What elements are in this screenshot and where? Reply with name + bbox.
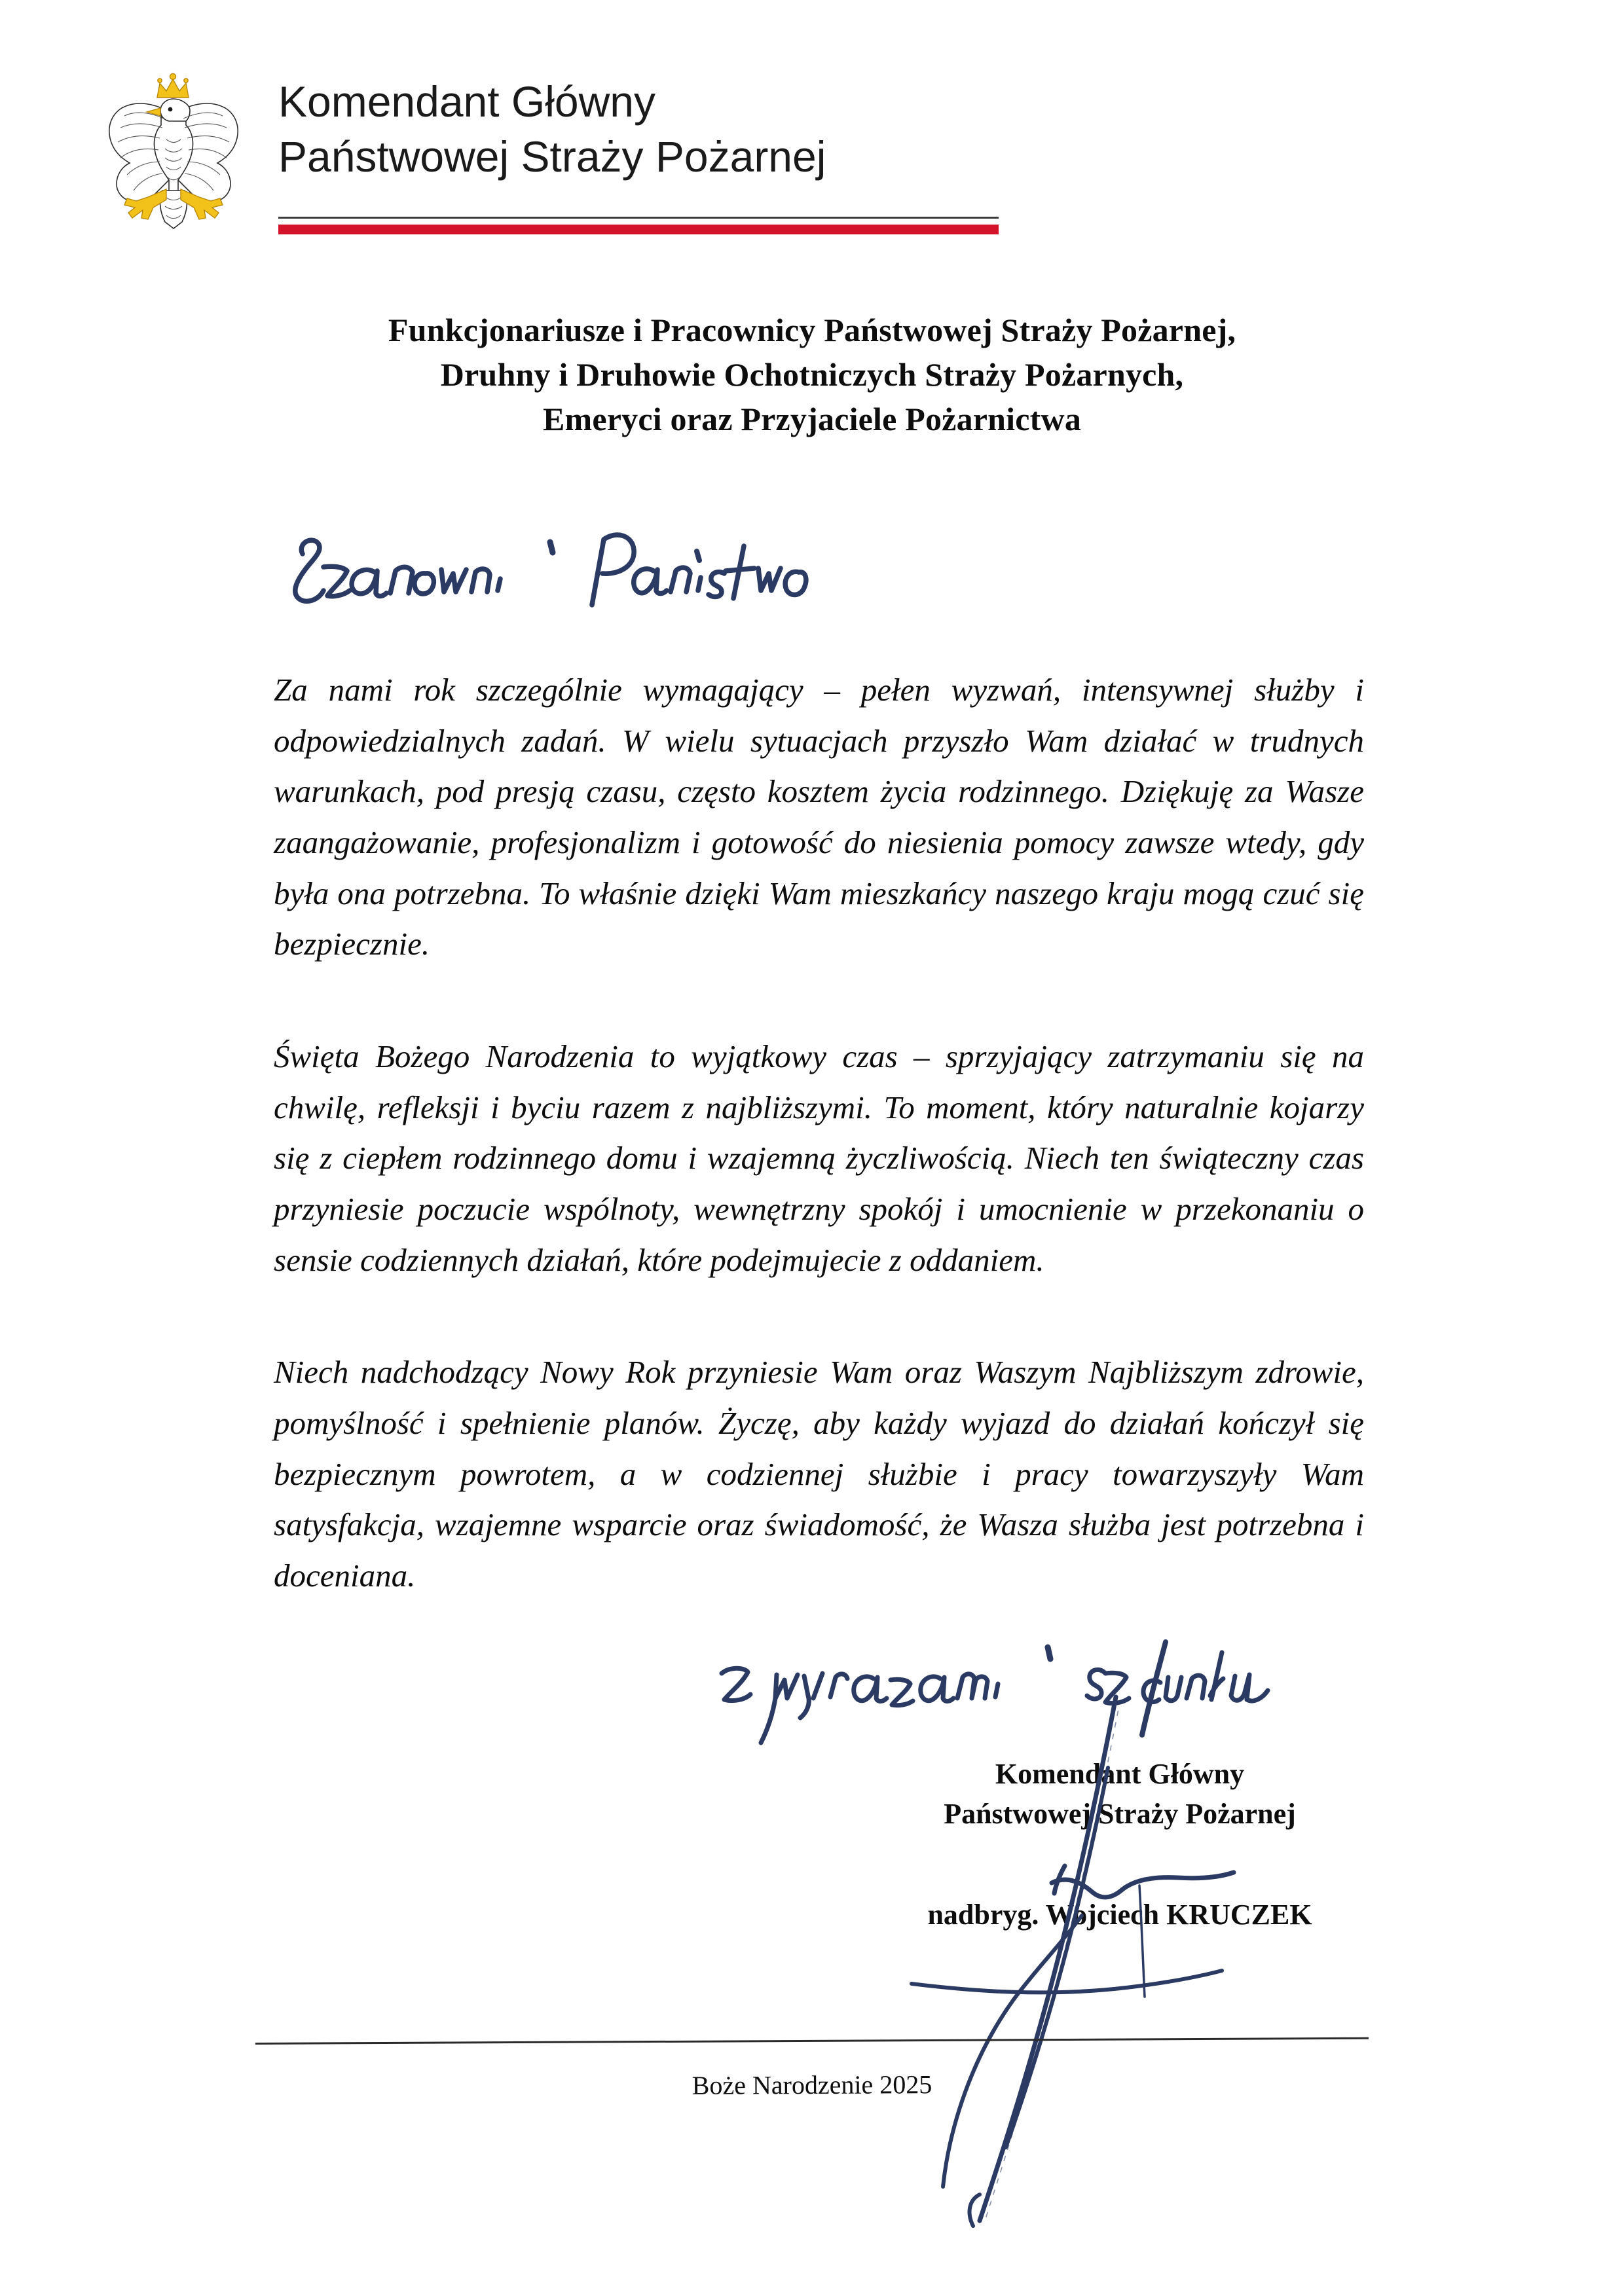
rule-white-gap bbox=[278, 219, 999, 225]
rule-red-bar bbox=[278, 225, 999, 234]
letterhead-line-2: Państwowej Straży Pożarnej bbox=[278, 132, 826, 181]
signature-title-line-1: Komendant Główny bbox=[995, 1758, 1245, 1790]
footer-occasion: Boże Narodzenie 2025 bbox=[692, 2069, 932, 2100]
addressee-line-3: Emeryci oraz Przyjaciele Pożarnictwa bbox=[542, 401, 1082, 437]
signature-block bbox=[832, 1755, 1408, 1931]
body-paragraph-2: Święta Bożego Narodzenia to wyjątkowy czas – sprzyjający zatrzymaniu się na chwilę, refleksji i byciu razem z najbliższymi. To moment, który naturalnie kojarzy się z ciepłem rodzinnego domu i wzajemną życzliwością. Niech ten świąteczny czas przyniesie poczucie wspólnoty, wewnętrzny spokój i umocnienie w przekonaniu o sensie codziennych działań, które podejmujecie z oddaniem. bbox=[274, 1038, 1364, 1278]
addressee-block bbox=[157, 308, 1467, 441]
polish-flag-rule bbox=[278, 217, 999, 234]
letterhead-title bbox=[278, 74, 933, 185]
body-paragraph-1: Za nami rok szczególnie wymagający – pełen wyzwań, intensywnej służby i odpowiedzialnych zadań. W wielu sytuacjach przyszło Wam działać w trudnych warunkach, pod presją czasu, często kosztem życia rodzinnego. Dziękuję za Wasze zaangażowanie, profesjonalizm i gotowość do niesienia pomocy zawsze wtedy, gdy była ona potrzebna. To właśnie dzięki Wam mieszkańcy naszego kraju mogą czuć się bezpiecznie. bbox=[274, 672, 1364, 962]
body-paragraph-3: Niech nadchodzący Nowy Rok przyniesie Wam oraz Waszym Najbliższym zdrowie, pomyślność i spełnienie planów. Życzę, aby każdy wyjazd do działań kończył się bezpiecznym powrotem, a w codziennej służbie i pracy towarzyszyły Wam satysfakcja, wzajemne wsparcie oraz świadomość, że Wasza służba jest potrzebna i doceniana. bbox=[274, 1354, 1364, 1594]
addressee-line-2: Druhny i Druhowie Ochotniczych Straży Pożarnych, bbox=[440, 356, 1184, 393]
letterhead bbox=[98, 62, 923, 252]
handwritten-closing bbox=[707, 1630, 1395, 1748]
signature-name: nadbryg. Wojciech KRUCZEK bbox=[927, 1899, 1312, 1931]
footer bbox=[255, 2043, 1369, 2100]
signature-title-line-2: Państwowej Straży Pożarnej bbox=[944, 1797, 1296, 1830]
handwritten-salutation bbox=[275, 517, 864, 642]
letter-body bbox=[274, 665, 1364, 1601]
letterhead-line-1: Komendant Główny bbox=[278, 77, 655, 126]
polish-eagle-emblem-icon bbox=[98, 62, 249, 236]
addressee-line-1: Funkcjonariusze i Pracownicy Państwowej Straży Pożarnej, bbox=[388, 312, 1236, 348]
footer-divider bbox=[255, 2037, 1369, 2045]
